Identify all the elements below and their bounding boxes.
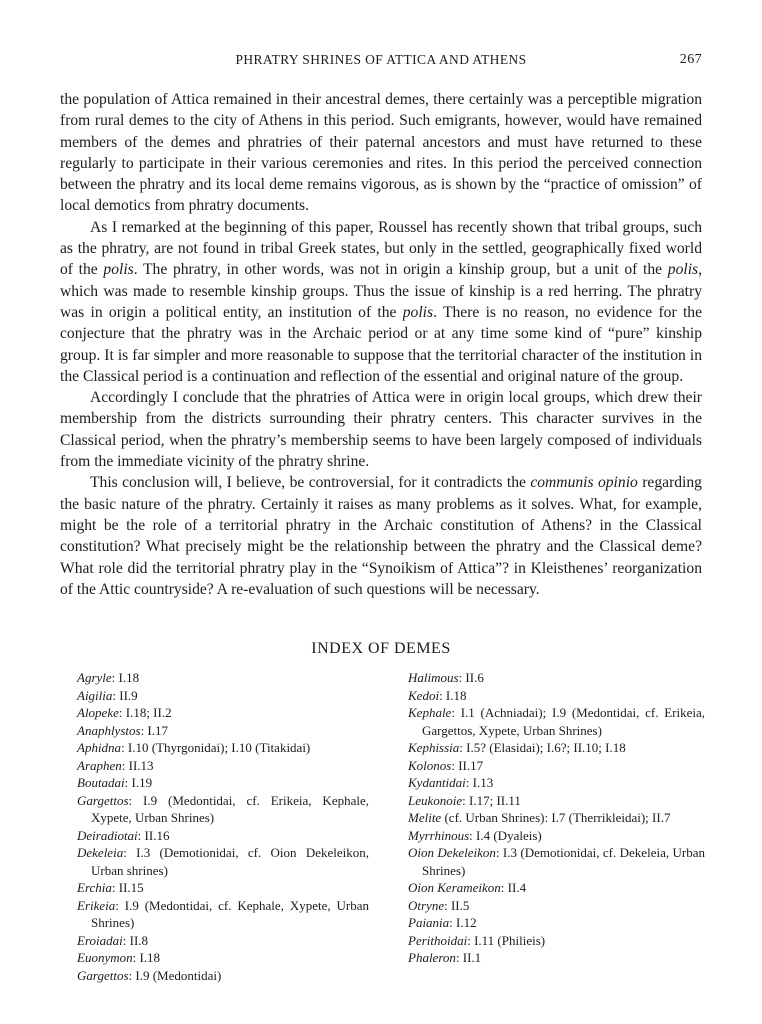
deme-name: Euonymon xyxy=(77,950,133,965)
deme-name: Leukonoie xyxy=(408,792,463,808)
deme-name: Perithoidai xyxy=(408,932,468,948)
deme-references: : II.4 xyxy=(500,880,527,895)
deme-name: Myrrhinous xyxy=(408,827,470,843)
deme-name: Anaphlystos xyxy=(77,722,141,738)
italic-term: polis xyxy=(103,261,134,279)
index-entry xyxy=(77,739,369,757)
body-paragraph xyxy=(60,387,702,472)
index-entry xyxy=(77,792,369,827)
deme-name: Kephissia xyxy=(408,740,460,755)
text-run: . There is no reason, no evidence for the conjecture that the phratry was in the Archaic period or at any time some kind of “pure” kinship group. It is far simpler and more reasonable to suppose that the territorial character of the institution in the Classical period is a continuation and reflection of the essential and original nature of the group. xyxy=(60,303,702,385)
index-entry xyxy=(77,827,369,845)
deme-references: : I.10 (Thyrgonidai); I.10 (Titakidai) xyxy=(121,740,311,755)
deme-references: : I.1 (Achniadai); I.9 (Medontidai, cf. Erikeia, Gargettos, Xypete, Urban Shrines) xyxy=(422,705,705,738)
deme-references: : II.13 xyxy=(121,757,154,773)
index-entry xyxy=(408,669,705,687)
body-paragraph xyxy=(60,217,702,387)
deme-name: Paiania xyxy=(408,915,450,930)
index-entry xyxy=(77,687,369,705)
index-entry xyxy=(408,914,705,932)
index-heading: INDEX OF DEMES xyxy=(311,640,451,657)
deme-references: : II.5 xyxy=(444,897,470,913)
deme-name: Agryle xyxy=(77,670,112,685)
index-entry xyxy=(408,879,705,897)
deme-references: : II.15 xyxy=(111,880,144,895)
deme-name: Gargettos xyxy=(77,792,129,808)
deme-name: Dekeleia xyxy=(77,845,124,860)
deme-references: : I.3 (Demotionidai, cf. Dekeleia, Urban Shrines) xyxy=(422,845,705,878)
deme-references: : I.13 xyxy=(465,775,494,790)
deme-references: : I.9 (Medontidai) xyxy=(128,967,222,983)
italic-term: polis xyxy=(667,261,699,279)
index-entry xyxy=(408,704,705,739)
index-entry xyxy=(77,949,369,967)
deme-name: Kedoi xyxy=(408,687,440,703)
index-entry xyxy=(77,722,369,740)
index-entry xyxy=(77,704,369,722)
deme-references: : I.9 (Medontidai, cf. Kephale, Xypete, Urban Shrines) xyxy=(91,897,369,930)
deme-references: : I.4 (Dyaleis) xyxy=(469,827,542,843)
index-column-left xyxy=(77,669,369,984)
index-entry xyxy=(408,809,705,827)
index-entry xyxy=(408,897,705,915)
deme-references: : I.17 xyxy=(140,722,169,738)
index-entry xyxy=(408,827,705,845)
index-entry xyxy=(408,757,705,775)
deme-references: : I.18; II.2 xyxy=(118,705,172,720)
text-run: As I remarked at the beginning of this paper, Roussel has recently shown that tribal groups, such as the phratry, are not found in tribal Greek states, but only in the settled, geographically fixed world of the xyxy=(60,218,702,279)
deme-name: Oion Dekeleikon xyxy=(408,845,496,860)
index-entry xyxy=(77,897,369,932)
deme-references: : II.6 xyxy=(458,670,484,685)
deme-name: Oion Kerameikon xyxy=(408,880,501,895)
deme-references: : II.16 xyxy=(137,827,170,843)
deme-name: Kolonos xyxy=(408,757,452,773)
index-entry xyxy=(408,792,705,810)
index-entry xyxy=(77,844,369,879)
deme-name: Kephale xyxy=(408,705,452,720)
deme-name: Deiradiotai xyxy=(77,827,138,843)
text-run: regarding the basic nature of the phratry. Certainly it raises as many problems as it solves. What, for example, might be the role of a territorial phratry in the Archaic constitution of Athens? in the Classical constitution? What precisely might be the relationship between the phratry and the Classical deme? What role did the territorial phratry play in the “Synoikism of Attica”? in Kleisthenes’ reorganization of the Attic countryside? A re-evaluation of such questions will be necessary. xyxy=(60,474,702,598)
text-run: the population of Attica remained in their ancestral demes, there certainly was a perceptible migration from rural demes to the city of Athens in this period. Such emigrants, however, would have remained members of the demes and phratries of their paternal ancestors and must have returned to these regularly to participate in their various ceremonies and rites. In this period the perceived connection between the phratry and its local deme remains vigorous, as is shown by the “practice of omission” of local demotics from phratry documents. xyxy=(60,91,702,215)
text-run: . The phratry, in other words, was not in origin a kinship group, but a unit of the xyxy=(133,261,668,279)
index-entry xyxy=(408,687,705,705)
deme-name: Kydantidai xyxy=(408,775,466,790)
deme-references: (cf. Urban Shrines): I.7 (Therrikleidai); II.7 xyxy=(441,810,671,825)
index-entry xyxy=(77,967,369,985)
deme-name: Aphidna xyxy=(77,740,122,755)
text-run: , which was made to resemble kinship groups. Thus the issue of kinship is a red herring. The phratry was in origin a political entity, an institution of the xyxy=(60,261,702,321)
deme-name: Halimous xyxy=(408,670,459,685)
deme-name: Araphen xyxy=(77,757,122,773)
deme-references: : II.9 xyxy=(112,687,138,703)
deme-name: Erchia xyxy=(77,880,112,895)
deme-name: Boutadai xyxy=(77,775,125,790)
index-entry xyxy=(77,879,369,897)
deme-references: : II.8 xyxy=(122,932,149,948)
deme-references: : II.17 xyxy=(451,757,484,773)
deme-references: : I.18 xyxy=(111,670,140,685)
deme-references: : I.5? (Elasidai); I.6?; II.10; I.18 xyxy=(459,740,626,755)
deme-name: Gargettos xyxy=(77,967,129,983)
body-text xyxy=(60,89,702,600)
body-paragraph xyxy=(60,89,702,217)
italic-term: polis xyxy=(402,303,434,321)
deme-references: : I.17; II.11 xyxy=(462,792,521,808)
page-number: 267 xyxy=(679,52,702,67)
deme-name: Alopeke xyxy=(77,705,119,720)
text-run: This conclusion will, I believe, be controversial, for it contradicts the xyxy=(90,474,531,492)
deme-references: : II.1 xyxy=(455,950,482,965)
index-entry xyxy=(408,932,705,950)
deme-references: : I.11 (Philieis) xyxy=(467,932,546,948)
deme-name: Phaleron xyxy=(408,950,456,965)
deme-name: Aigilia xyxy=(77,687,113,703)
index-entry xyxy=(77,669,369,687)
deme-references: : I.12 xyxy=(449,915,477,930)
italic-term: communis opinio xyxy=(530,474,638,492)
deme-references: : I.9 (Medontidai, cf. Erikeia, Kephale, Xypete, Urban Shrines) xyxy=(91,792,369,825)
body-paragraph xyxy=(60,472,702,600)
deme-name: Eroiadai xyxy=(77,932,123,948)
deme-references: : I.18 xyxy=(132,950,161,965)
deme-references: : I.3 (Demotionidai, cf. Oion Dekeleikon, Urban shrines) xyxy=(91,845,369,878)
index-entry xyxy=(408,774,705,792)
deme-references: : I.18 xyxy=(439,687,467,703)
deme-references: : I.19 xyxy=(124,775,153,790)
index-entry xyxy=(77,757,369,775)
deme-name: Otryne xyxy=(408,897,445,913)
index-entry xyxy=(77,932,369,950)
running-head xyxy=(60,52,702,72)
index-entry xyxy=(408,739,705,757)
index-entry xyxy=(408,844,705,879)
deme-name: Melite xyxy=(408,810,442,825)
deme-name: Erikeia xyxy=(77,897,116,913)
text-run: Accordingly I conclude that the phratries of Attica were in origin local groups, which drew their membership from the districts surrounding their phratry centers. This character survives in the Classical period, when the phratry’s membership seems to have been largely composed of individuals from the immediate vicinity of the phratry shrine. xyxy=(60,389,702,471)
index-entry xyxy=(408,949,705,967)
index-column-right xyxy=(408,669,705,967)
running-head-title: PHRATRY SHRINES OF ATTICA AND ATHENS xyxy=(235,52,527,67)
index-entry xyxy=(77,774,369,792)
